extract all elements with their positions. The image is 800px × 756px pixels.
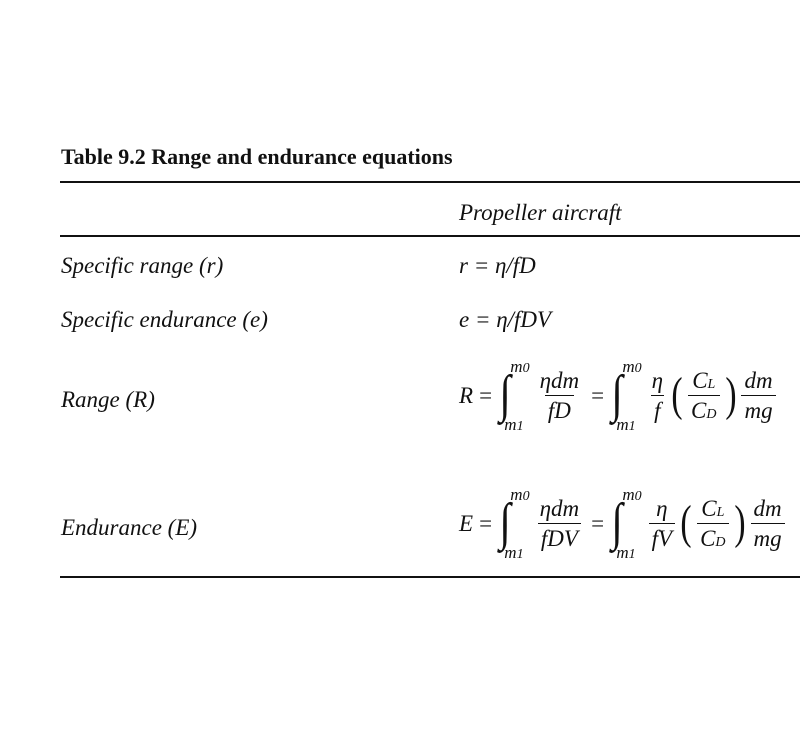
table-caption: Table 9.2 Range and endurance equations [61, 144, 453, 169]
row-label-endurance: Endurance (E) [61, 515, 198, 540]
bottom-rule [60, 576, 800, 578]
equation-specific-range: r = η/fD [459, 253, 536, 278]
equation-endurance: E = ∫ m0 m1 $\frac{\text{ηdm}}{\text{fDV}}$ = ∫ m0 m1 $\frac{\eta}{fV}$ ( $\frac{CL}{CD}$ ) $\frac{dm}{mg}$ [459, 492, 788, 554]
header-rule [60, 235, 800, 237]
row-label-specific-range: Specific range (r) [61, 253, 224, 278]
equation-range: R = ∫ m0 m1 $\frac{\text{ηdm}}{fD}$ = ∫ m0 m1 $\frac{\eta}{f}$ ( $\frac{CL}{CD}$ ) $\frac{dm}{mg}$ [459, 364, 779, 426]
column-header-propeller: Propeller aircraft [459, 200, 622, 225]
row-label-specific-endurance: Specific endurance (e) [61, 307, 268, 332]
top-rule [60, 181, 800, 183]
row-label-range: Range (R) [61, 387, 155, 412]
equation-specific-endurance: e = η/fDV [459, 307, 552, 332]
